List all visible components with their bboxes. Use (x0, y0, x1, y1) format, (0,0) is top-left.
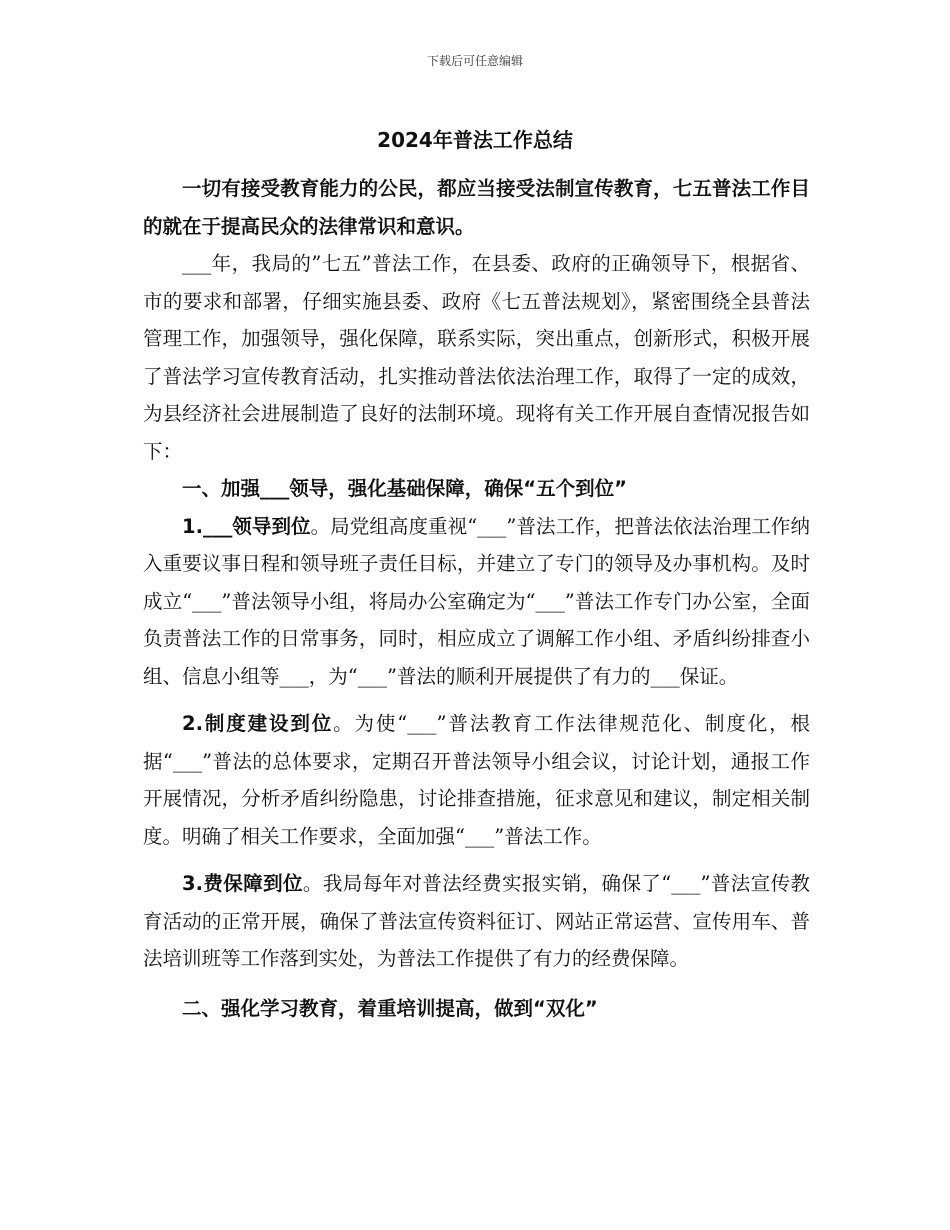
item-1-text: 。局党组高度重视“___”普法工作，把普法依法治理工作纳入重要议事日程和领导班子责任目标，并建立了专门的领导及办事机构。及时成立“___”普法领导小组，将局办公室确定为“___”普法工作专门办公室，全面负责普法工作的日常事务，同时，相应成立了调解工作小组、矛盾纠纷排查小组、信息小组等___，为“___”普法的顺利开展提供了有力的___保证。 (143, 514, 810, 688)
lead-paragraph: 一切有接受教育能力的公民，都应当接受法制宣传教育，七五普法工作目的就在于提高民众的法律常识和意识。 (143, 177, 810, 238)
section-1-item-1 (143, 508, 810, 696)
item-2-text: 。为使“___”普法教育工作法律规范化、制度化，根据“___”普法的总体要求，定期召开普法领导小组会议，讨论计划，通报工作开展情况，分析矛盾纠纷隐患，讨论排查措施，征求意见和建议，制定相关制度。明确了相关工作要求，全面加强“___”普法工作。 (143, 712, 810, 848)
section-1-heading: 一、加强___领导，强化基础保障，确保“五个到位” (182, 477, 627, 500)
section-1-item-2 (143, 705, 810, 855)
document-title: 2024年普法工作总结 (377, 128, 573, 152)
intro-paragraph: ___年，我局的”七五”普法工作，在县委、政府的正确领导下，根据省、市的要求和部署，仔细实施县委、政府《七五普法规划》，紧密围绕全县普法管理工作，加强领导，强化保障，联系实际，突出重点，创新形式，积极开展了普法学习宣传教育活动，扎实推动普法依法治理工作，取得了一定的成效，为县经济社会进展制造了良好的法制环境。现将有关工作开展自查情况报告如下： (143, 252, 810, 463)
item-2-lead: 2.制度建设到位 (182, 712, 334, 735)
document-body (143, 170, 810, 1027)
section-2-heading: 二、强化学习教育，着重培训提高，做到“双化” (182, 996, 598, 1020)
header-note: 下载后可任意编辑 (426, 54, 523, 68)
item-3-text: 。我局每年对普法经费实报实销，确保了“___”普法宣传教育活动的正常开展，确保了普法宣传资料征订、网站正常运营、宣传用车、普法培训班等工作落到实处，为普法工作提供了有力的经费保障。 (143, 872, 810, 970)
item-3-lead: 3.费保障到位 (182, 872, 303, 895)
item-1-lead: 1.___领导到位 (182, 514, 311, 538)
section-1-item-3 (143, 865, 810, 978)
